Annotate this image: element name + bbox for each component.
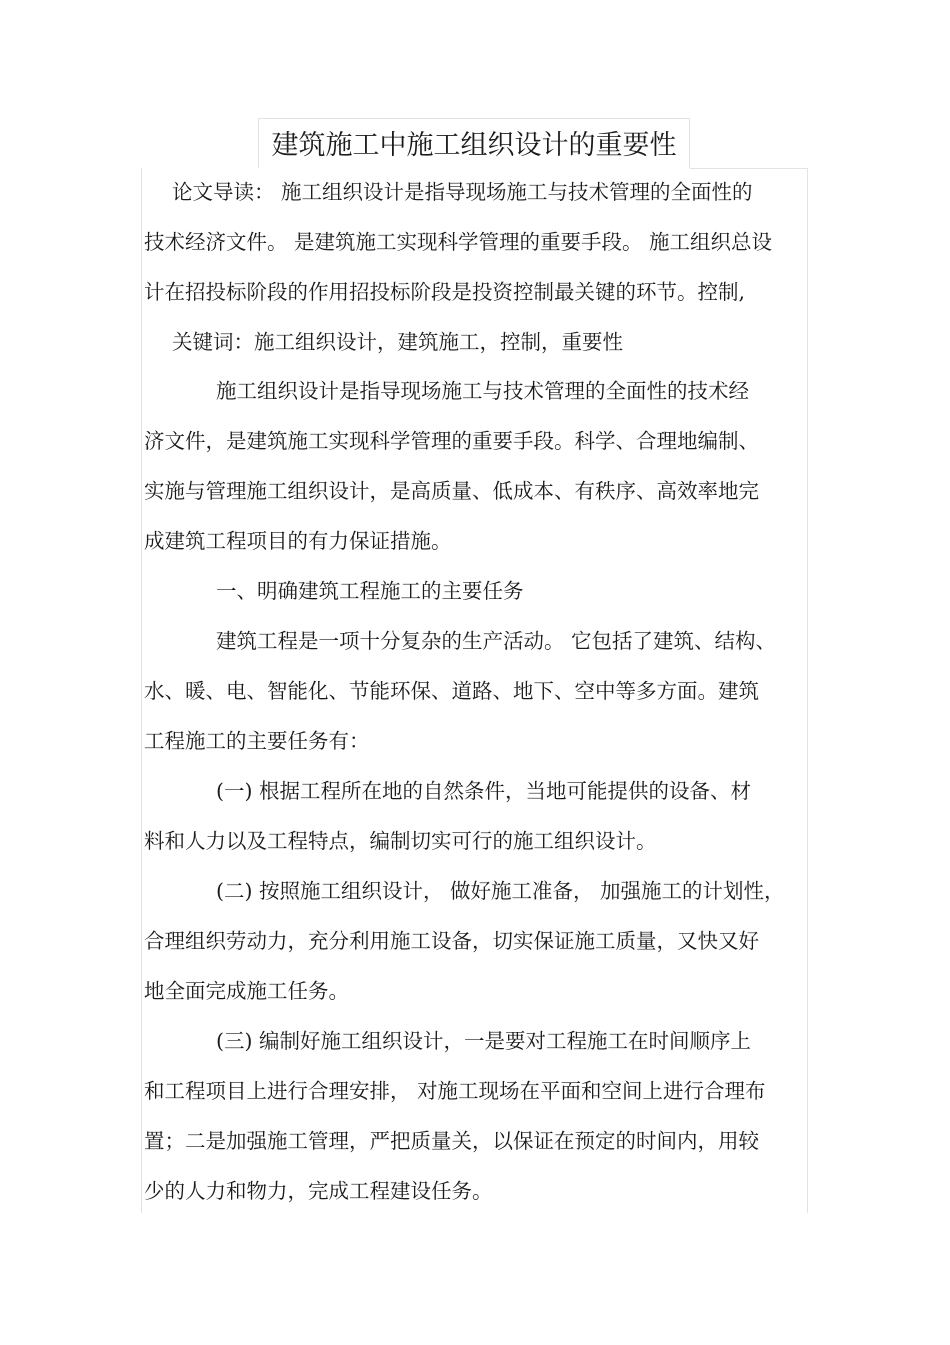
abstract-line-1: 论文导读： 施工组织设计是指导现场施工与技术管理的全面性的 — [172, 180, 753, 204]
paragraph-line: 建筑工程是一项十分复杂的生产活动。 它包括了建筑、结构、 — [216, 629, 777, 653]
paragraph-line: 济文件，是建筑施工实现科学管理的重要手段。科学、合理地编制、 — [144, 429, 759, 453]
list-item-line: 地全面完成施工任务。 — [144, 979, 349, 1003]
list-item-line: 和工程项目上进行合理安排， 对施工现场在平面和空间上进行合理布 — [144, 1079, 766, 1103]
document-title: 建筑施工中施工组织设计的重要性 — [271, 130, 677, 161]
list-item-line: (二) 按照施工组织设计， 做好施工准备， 加强施工的计划性， — [216, 879, 785, 903]
page-border-right — [807, 168, 808, 1213]
page-border-left — [141, 168, 142, 1213]
page-border-top — [690, 168, 808, 169]
abstract-line-3: 计在招投标阶段的作用招投标阶段是投资控制最关键的环节。控制, — [144, 280, 746, 304]
paragraph-line: 成建筑工程项目的有力保证措施。 — [144, 529, 452, 553]
list-item-line: (一) 根据工程所在地的自然条件，当地可能提供的设备、材 — [216, 779, 752, 803]
paragraph-line: 工程施工的主要任务有： — [144, 729, 370, 753]
paragraph-line: 水、暖、电、智能化、节能环保、道路、地下、空中等多方面。建筑 — [144, 679, 759, 703]
paragraph-line: 实施与管理施工组织设计，是高质量、低成本、有秩序、高效率地完 — [144, 479, 759, 503]
section-heading: 一、明确建筑工程施工的主要任务 — [216, 579, 524, 603]
list-item-line: 合理组织劳动力，充分利用施工设备，切实保证施工质量，又快又好 — [144, 929, 759, 953]
list-item-line: 少的人力和物力，完成工程建设任务。 — [144, 1179, 493, 1203]
list-item-line: 置；二是加强施工管理，严把质量关，以保证在预定的时间内，用较 — [144, 1129, 759, 1153]
list-item-line: (三) 编制好施工组织设计，一是要对工程施工在时间顺序上 — [216, 1029, 752, 1053]
abstract-line-2: 技术经济文件。 是建筑施工实现科学管理的重要手段。 施工组织总设 — [144, 230, 773, 254]
list-item-line: 料和人力以及工程特点，编制切实可行的施工组织设计。 — [144, 829, 657, 853]
keywords-line: 关键词：施工组织设计，建筑施工，控制，重要性 — [172, 330, 623, 354]
paragraph-line: 施工组织设计是指导现场施工与技术管理的全面性的技术经 — [216, 379, 749, 403]
